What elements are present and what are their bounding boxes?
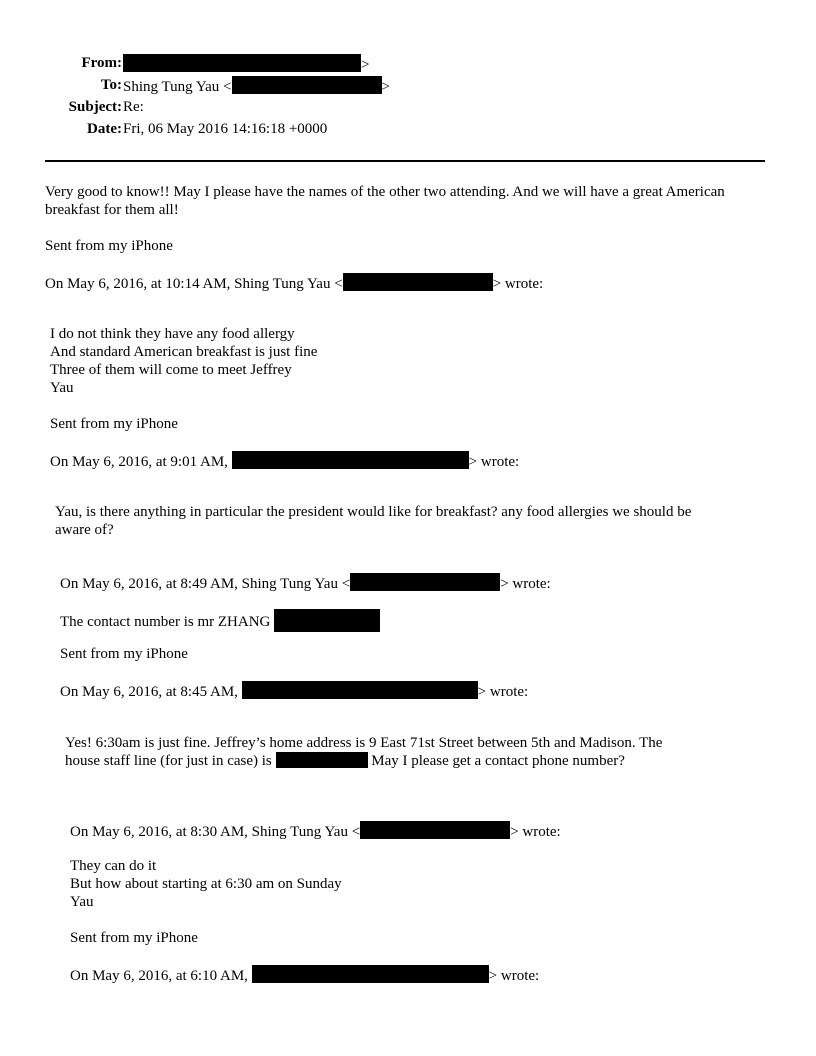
redaction-block — [274, 609, 380, 632]
date-value: Fri, 06 May 2016 14:16:18 +0000 — [123, 121, 328, 137]
redaction-block — [232, 76, 382, 94]
redaction-block — [276, 752, 368, 768]
message-line: Yau — [70, 894, 94, 910]
redaction-block — [350, 573, 500, 591]
subject-value: Re: — [123, 99, 144, 115]
date-label: Date: — [87, 121, 122, 137]
from-value — [123, 54, 369, 74]
redaction-block — [343, 273, 493, 291]
from-close-bracket: > — [361, 57, 370, 73]
message-line: They can do it — [70, 858, 157, 874]
message-line: Yes! 6:30am is just fine. Jeffrey’s home address is 9 East 71st Street between 5th and Madison. The — [65, 735, 663, 751]
quote-header: On May 6, 2016, at 8:45 AM, > wrote: — [60, 681, 528, 701]
to-value — [123, 76, 390, 96]
quote-header: On May 6, 2016, at 9:01 AM, > wrote: — [50, 451, 519, 471]
signature: Sent from my iPhone — [50, 416, 178, 432]
quote-header: On May 6, 2016, at 8:30 AM, Shing Tung Yau < > wrote: — [70, 821, 561, 841]
message-line: Yau — [50, 380, 74, 396]
message-line: Yau, is there anything in particular the president would like for breakfast? any food allergies we should be — [55, 504, 692, 520]
redaction-block — [252, 965, 489, 983]
message-line: breakfast for them all! — [45, 202, 179, 218]
redaction-block — [242, 681, 478, 699]
quote-header: On May 6, 2016, at 10:14 AM, Shing Tung Yau < > wrote: — [45, 273, 543, 293]
header-divider — [45, 160, 765, 162]
message-line: The contact number is mr ZHANG — [60, 609, 380, 632]
signature: Sent from my iPhone — [60, 646, 188, 662]
message-line: house staff line (for just in case) is May I please get a contact phone number? — [65, 753, 625, 769]
signature: Sent from my iPhone — [70, 930, 198, 946]
message-line: And standard American breakfast is just fine — [50, 344, 318, 360]
to-name: Shing Tung Yau < — [123, 79, 232, 95]
quote-header: On May 6, 2016, at 8:49 AM, Shing Tung Yau < > wrote: — [60, 573, 551, 593]
message-line: But how about starting at 6:30 am on Sunday — [70, 876, 342, 892]
from-label: From: — [81, 55, 122, 71]
message-line: aware of? — [55, 522, 114, 538]
message-line: I do not think they have any food allergy — [50, 326, 295, 342]
redaction-block — [360, 821, 510, 839]
quote-header: On May 6, 2016, at 6:10 AM, > wrote: — [70, 965, 539, 985]
to-label: To: — [100, 77, 122, 93]
message-line: Very good to know!! May I please have the names of the other two attending. And we will have a great American — [45, 184, 725, 200]
redaction-block — [123, 54, 361, 72]
signature: Sent from my iPhone — [45, 238, 173, 254]
message-line: Three of them will come to meet Jeffrey — [50, 362, 292, 378]
subject-label: Subject: — [68, 99, 122, 115]
redaction-block — [232, 451, 469, 469]
to-close-bracket: > — [381, 79, 390, 95]
